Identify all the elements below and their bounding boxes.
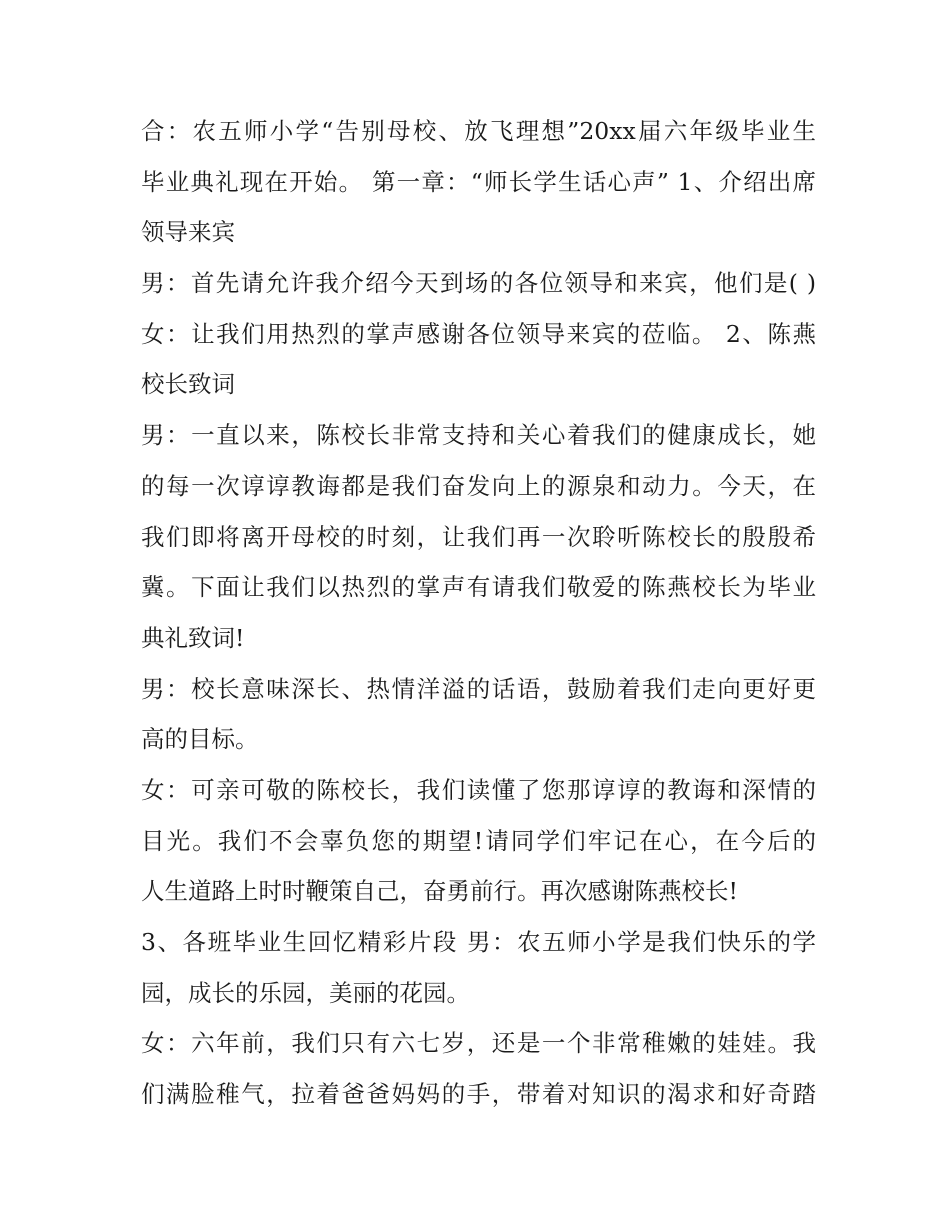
text-line: 园，成长的乐园，美丽的花园。: [141, 978, 470, 1007]
text-line: 领导来宾: [141, 218, 235, 247]
text-line: 校长致词: [141, 370, 235, 399]
text-line: 冀。下面让我们以热烈的掌声有请我们敬爱的陈燕校长为毕业: [141, 573, 816, 602]
text-line: 女：让我们用热烈的掌声感谢各位领导来宾的莅临。 2、陈燕: [141, 319, 816, 348]
text-line: 的每一次谆谆教诲都是我们奋发向上的源泉和动力。今天，在: [141, 471, 816, 500]
text-line: 毕业典礼现在开始。 第一章：“师长学生话心声” 1、介绍出席: [141, 167, 816, 196]
text-line: 目光。我们不会辜负您的期望!请同学们牢记在心，在今后的: [141, 826, 816, 855]
text-line: 高的目标。: [141, 725, 259, 754]
text-line: 合：农五师小学“告别母校、放飞理想”20xx届六年级毕业生: [141, 117, 816, 145]
text-line: 们满脸稚气，拉着爸爸妈妈的手，带着对知识的渴求和好奇踏: [141, 1080, 816, 1109]
text-line: 我们即将离开母校的时刻，让我们再一次聆听陈校长的殷殷希: [141, 522, 816, 551]
document-body: [141, 106, 816, 1120]
text-line: 男：校长意味深长、热情洋溢的话语，鼓励着我们走向更好更: [141, 674, 816, 703]
text-line: 女：可亲可敬的陈校长，我们读懂了您那谆谆的教诲和深情的: [141, 775, 816, 804]
text-line: 人生道路上时时鞭策自己，奋勇前行。再次感谢陈燕校长!: [141, 877, 738, 906]
text-line: 3、各班毕业生回忆精彩片段 男：农五师小学是我们快乐的学: [141, 928, 816, 956]
text-line: 典礼致词!: [141, 623, 245, 652]
text-line: 女：六年前，我们只有六七岁，还是一个非常稚嫩的娃娃。我: [141, 1029, 816, 1058]
text-line: 男：首先请允许我介绍今天到场的各位领导和来宾，他们是( ): [141, 269, 816, 298]
text-line: 男：一直以来，陈校长非常支持和关心着我们的健康成长，她: [141, 421, 816, 450]
